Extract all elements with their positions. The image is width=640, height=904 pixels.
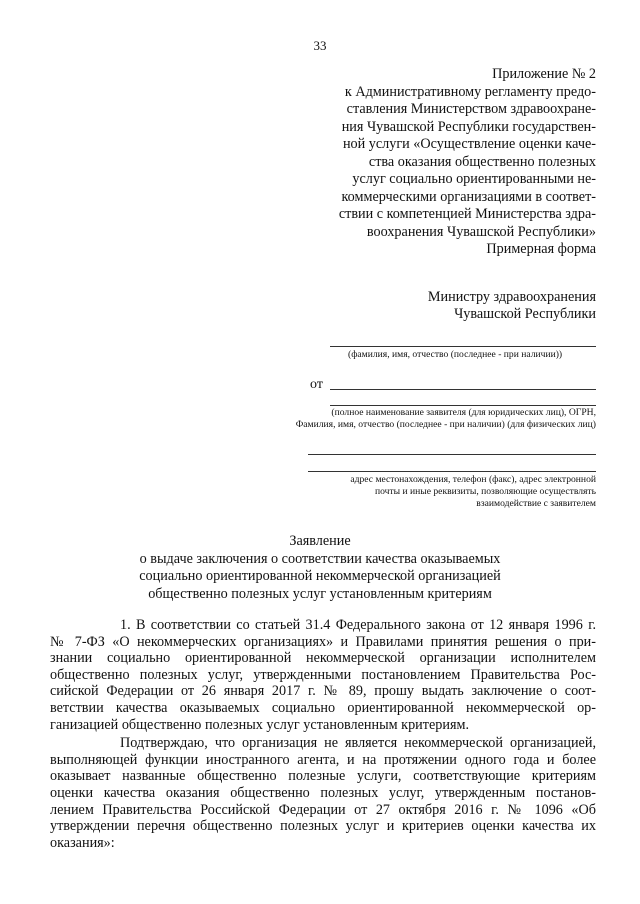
- form-label: Примерная форма: [486, 241, 596, 257]
- addressee-line: Чувашской Республики: [454, 306, 596, 322]
- body-line: Подтверждаю, что организация не является некоммерческой организацией,: [120, 735, 596, 752]
- applicant-hint: (полное наименование заявителя (для юридических лиц), ОГРН,: [331, 407, 596, 418]
- address-hint: взаимодействие с заявителем: [476, 498, 596, 509]
- appendix-line: ной услуги «Осуществление оценки каче-: [342, 136, 596, 152]
- fio-underline: [330, 346, 596, 347]
- body-line: ветствии качества оказываемых социально ориентированной некоммерческой ор-: [50, 699, 596, 716]
- body-line: утверждении перечня общественно полезных услуг и критериев оценки качества их: [50, 818, 596, 835]
- body-line: общественно полезных услуг, утвержденными постановлением Правительства Рос-: [50, 666, 596, 683]
- appendix-line: воохранения Чувашской Республики»: [366, 223, 596, 240]
- appendix-line: коммерческими организациями в соответ-: [341, 188, 596, 205]
- statement-subtitle: общественно полезных услуг установленным критериям: [148, 585, 492, 602]
- body-line: оказания»:: [50, 834, 115, 851]
- body-line: знании социально ориентированной некоммерческой организации исполнителем: [50, 650, 596, 667]
- appendix-header: [296, 66, 596, 241]
- applicant-hint: Фамилия, имя, отчество (последнее - при наличии) (для физических лиц): [295, 419, 596, 430]
- body-line: оценки качества оказания общественно полезных услуг, утвержденным постанов-: [50, 784, 596, 801]
- appendix-line: ния Чувашской Республики государствен-: [341, 118, 596, 135]
- appendix-line: Приложение № 2: [492, 66, 596, 82]
- from-label: от: [310, 377, 323, 392]
- statement-subtitle: о выдаче заключения о соответствии качества оказываемых: [139, 550, 501, 567]
- appendix-line: услуг социально ориентированными не-: [352, 171, 596, 187]
- from-underline-2: [330, 405, 596, 406]
- address-underline: [308, 454, 596, 455]
- addressee: [428, 289, 596, 323]
- appendix-line: ства оказания общественно полезных: [368, 153, 596, 170]
- address-underline-2: [308, 471, 596, 472]
- address-hint: адрес местонахождения, телефон (факс), адрес электронной: [350, 474, 596, 485]
- statement-subtitle: социально ориентированной некоммерческой организацией: [139, 568, 501, 584]
- statement-heading: Заявление: [289, 533, 351, 549]
- statement-body: [50, 617, 596, 851]
- statement-title: [0, 533, 640, 603]
- body-line: оказывает названные общественно полезные услуги, соответствующие критериям: [50, 768, 596, 785]
- address-hint: почты и иные реквизиты, позволяющие осуществлять: [374, 486, 596, 497]
- body-line: сийской Федерации от 26 января 2017 г. № 89, прошу выдать заключение о соот-: [50, 683, 596, 700]
- appendix-line: ствии с компетенцией Министерства здра-: [338, 206, 596, 222]
- body-line: лением Правительства Российской Федерации от 27 октября 2016 г. № 1096 «Об: [50, 801, 596, 818]
- appendix-line: к Административному регламенту предо-: [344, 83, 596, 100]
- page-number: 33: [313, 38, 327, 53]
- body-line: выполняющей функции иностранного агента, и на протяжении одного года и более: [50, 751, 596, 768]
- fio-hint: (фамилия, имя, отчество (последнее - при наличии)): [348, 349, 563, 360]
- from-underline: [330, 389, 596, 390]
- body-line: ганизацией общественно полезных услуг установленным критериям.: [50, 716, 469, 733]
- addressee-line: Министру здравоохранения: [427, 289, 596, 305]
- appendix-line: ставления Министерством здравоохране-: [346, 101, 596, 117]
- body-line: № 7-ФЗ «О некоммерческих организациях» и Правилами принятия решения о при-: [50, 633, 596, 650]
- body-line: 1. В соответствии со статьей 31.4 Федерального закона от 12 января 1996 г.: [120, 617, 596, 633]
